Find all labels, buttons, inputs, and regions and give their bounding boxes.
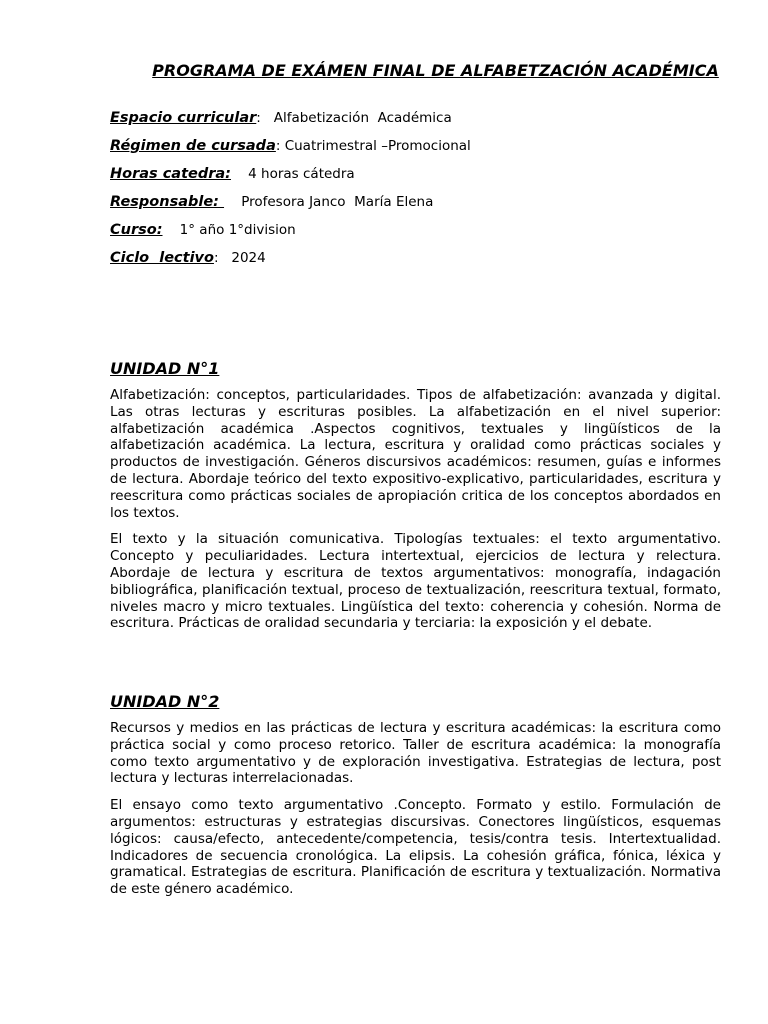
- meta-row-curso: [110, 221, 721, 249]
- unit-paragraph: Alfabetización: conceptos, particularidades. Tipos de alfabetización: avanzada y digital. Las otras lecturas y escrituras posibles. La alfabetización en el nivel superior: alfabetización académica .Aspectos cognitivos, textuales y lingüísticos de la alfabetización académica. La lectura, escritura y oralidad como prácticas sociales y productos de investigación. Géneros discursivos académicos: resumen, guías e informes de lectura. Abordaje teórico del texto expositivo-explicativo, particularidades, escritura y reescritura como prácticas sociales de apropiación critica de los conceptos abordados en los textos.: [110, 387, 721, 521]
- meta-label: Espacio curricular: [110, 110, 257, 126]
- unit-paragraph: El ensayo como texto argumentativo .Concepto. Formato y estilo. Formulación de argumentos: estructuras y estrategias discursivas. Conectores lingüísticos, esquemas lógicos: causa/efecto, antecedente/competencia, tesis/contra tesis. Intertextualidad. Indicadores de secuencia cronológica. La elipsis. La cohesión gráfica, fónica, léxica y gramatical. Estrategias de escritura. Planificación de escritura y textualización. Normativa de este género académico.: [110, 797, 721, 898]
- meta-label: Ciclo lectivo: [110, 250, 214, 266]
- meta-value: : 2024: [213, 250, 266, 266]
- meta-label: Curso:: [110, 222, 163, 238]
- meta-value: 4 horas cátedra: [230, 166, 355, 182]
- document-header: [110, 60, 721, 277]
- unit-section: [110, 692, 721, 908]
- meta-row-regimen: [110, 137, 721, 165]
- unit-paragraph: Recursos y medios en las prácticas de lectura y escritura académicas: la escritura como práctica social y como proceso retorico. Taller de escritura académica: la monografía como texto argumentativo y de exploración investigativa. Estrategias de lectura, post lectura y lecturas interrelacionadas.: [110, 720, 721, 787]
- unit-heading: UNIDAD N°1: [110, 359, 220, 378]
- unit-heading: UNIDAD N°2: [110, 692, 220, 711]
- meta-row-espacio: [110, 109, 721, 137]
- meta-value: 1° año 1°division: [162, 222, 296, 238]
- meta-row-horas: [110, 165, 721, 193]
- unit-paragraph: El texto y la situación comunicativa. Tipologías textuales: el texto argumentativo. Concepto y peculiaridades. Lectura intertextual, ejercicios de lectura y relectura. Abordaje de lectura y escritura de textos argumentativos: monografía, indagación bibliográfica, planificación textual, proceso de textualización, reescritura textual, formato, niveles macro y micro textuales. Lingüística del texto: coherencia y cohesión. Norma de escritura. Prácticas de oralidad secundaria y terciaria: la exposición y el debate.: [110, 531, 721, 632]
- meta-row-ciclo: [110, 249, 721, 277]
- meta-label: Horas catedra:: [110, 166, 231, 182]
- document-title: PROGRAMA DE EXÁMEN FINAL DE ALFABETZACIÓN ACADÉMICA: [152, 61, 719, 80]
- meta-value: : Alfabetización Académica: [256, 110, 452, 126]
- unit-section: [110, 359, 721, 642]
- meta-label: Responsable:: [110, 194, 225, 210]
- meta-label: Régimen de cursada: [110, 138, 276, 154]
- meta-value: : Cuatrimestral –Promocional: [275, 138, 471, 154]
- meta-value: Profesora Janco María Elena: [224, 194, 434, 210]
- meta-row-responsable: [110, 193, 721, 221]
- course-info: [110, 109, 721, 277]
